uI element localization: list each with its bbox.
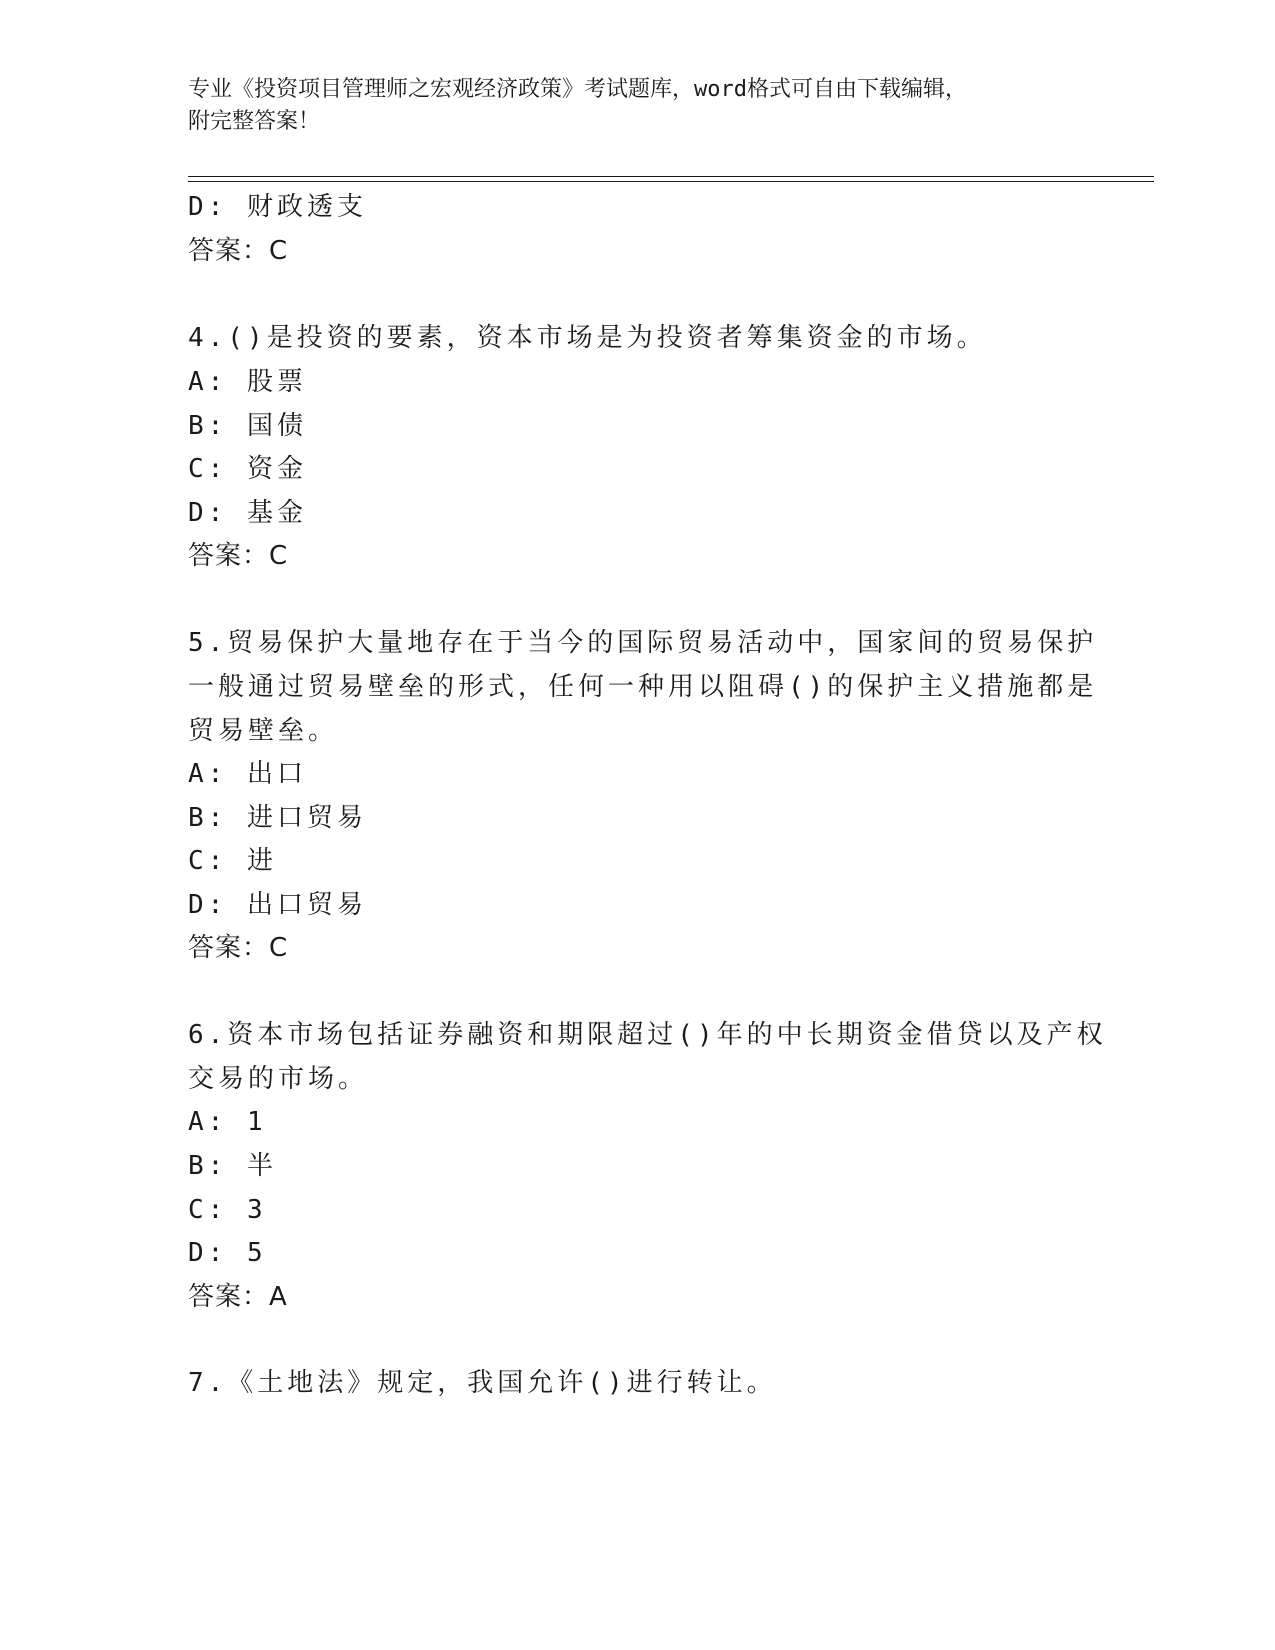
q5-stem-line-2: 一般通过贸易壁垒的形式，任何一种用以阻碍()的保护主义措施都是 bbox=[188, 672, 1098, 702]
q5-option-a: A: 出口 bbox=[188, 759, 307, 789]
q5-answer: 答案：C bbox=[188, 933, 289, 963]
q4-option-d: D: 基金 bbox=[188, 498, 307, 528]
q6-answer: 答案：A bbox=[188, 1282, 288, 1312]
q6-option-c: C: 3 bbox=[188, 1195, 267, 1225]
q7-stem: 7.《土地法》规定，我国允许()进行转让。 bbox=[188, 1368, 777, 1398]
q6-stem-line-2: 交易的市场。 bbox=[188, 1064, 369, 1094]
q5-option-d: D: 出口贸易 bbox=[188, 890, 367, 920]
q4-answer: 答案：C bbox=[188, 541, 289, 571]
q5-option-b: B: 进口贸易 bbox=[188, 803, 367, 833]
header-line-1: 专业《投资项目管理师之宏观经济政策》考试题库，word格式可自由下载编辑， bbox=[188, 77, 967, 102]
q6-option-d: D: 5 bbox=[188, 1238, 267, 1268]
q5-option-c: C: 进 bbox=[188, 846, 277, 876]
q5-stem-line-1: 5.贸易保护大量地存在于当今的国际贸易活动中，国家间的贸易保护 bbox=[188, 628, 1098, 658]
q6-option-b: B: 半 bbox=[188, 1151, 277, 1181]
q6-option-a: A: 1 bbox=[188, 1107, 267, 1137]
header-divider-bottom bbox=[188, 181, 1154, 182]
q3-option-d: D: 财政透支 bbox=[188, 192, 367, 222]
header-divider-top bbox=[188, 176, 1154, 177]
document-header bbox=[188, 74, 1068, 138]
q4-option-c: C: 资金 bbox=[188, 454, 307, 484]
q4-option-b: B: 国债 bbox=[188, 411, 307, 441]
q5-stem-line-3: 贸易壁垒。 bbox=[188, 716, 339, 746]
header-line-2: 附完整答案！ bbox=[188, 109, 321, 134]
q3-answer: 答案：C bbox=[188, 236, 289, 266]
q4-stem: 4.()是投资的要素，资本市场是为投资者筹集资金的市场。 bbox=[188, 323, 987, 353]
q6-stem-line-1: 6.资本市场包括证券融资和期限超过()年的中长期资金借贷以及产权 bbox=[188, 1020, 1107, 1050]
q4-option-a: A: 股票 bbox=[188, 367, 307, 397]
